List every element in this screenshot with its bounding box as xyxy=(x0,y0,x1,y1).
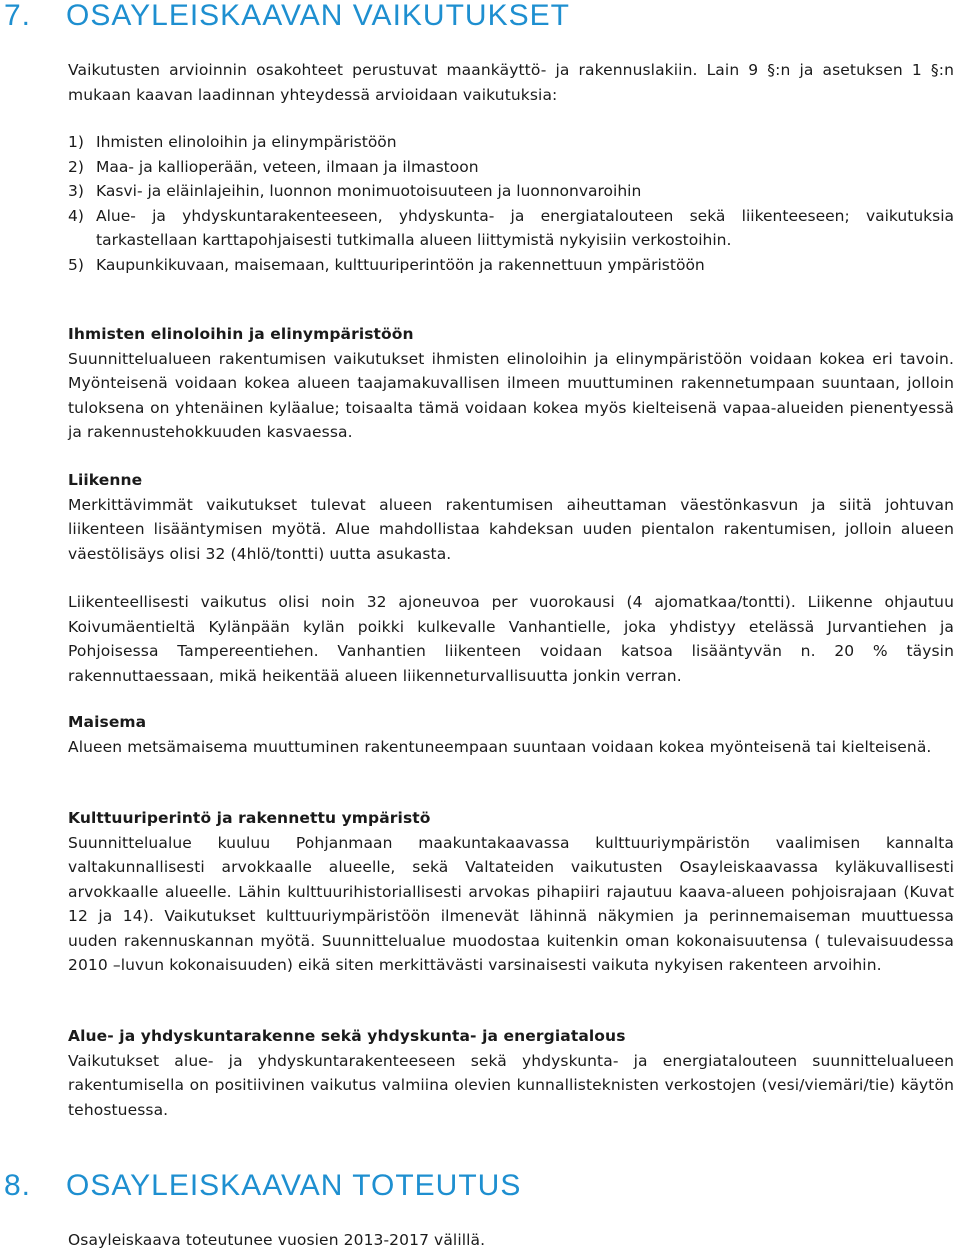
liikenne-section xyxy=(68,468,954,566)
list-item-number: 3) xyxy=(68,182,84,200)
list-item xyxy=(68,253,954,278)
list-item-text: Ihmisten elinoloihin ja elinympäristöön xyxy=(96,133,397,151)
list-item-number: 1) xyxy=(68,133,84,151)
maisema-heading: Maisema xyxy=(68,713,147,731)
liikenne-heading: Liikenne xyxy=(68,471,143,489)
kulttuuri-heading: Kulttuuriperintö ja rakennettu ympäristö xyxy=(68,809,431,827)
section-7-title: OSAYLEISKAAVAN VAIKUTUKSET xyxy=(66,0,570,32)
maisema-text: Alueen metsämaisema muuttuminen rakentuneempaan suuntaan voidaan kokea myönteisenä tai kielteisenä. xyxy=(68,737,932,756)
section-7-number: 7. xyxy=(4,0,32,32)
section-8-heading xyxy=(4,1170,521,1202)
alue-text: Vaikutukset alue- ja yhdyskuntarakenteeseen sekä yhdyskunta- ja energiatalouteen suunnittelualueen rakentumisella on positiivinen vaikutus valmiina olevien kunnallisteknisten verkostojen (vesi/viemäri/tie) käytön tehostuessa. xyxy=(68,1051,954,1119)
list-item-text: Kasvi- ja eläinlajeihin, luonnon monimuotoisuuteen ja luonnonvaroihin xyxy=(96,182,642,200)
section-7-heading xyxy=(4,0,570,32)
section-7-intro: Vaikutusten arvioinnin osakohteet perustuvat maankäyttö- ja rakennuslakiin. Lain 9 §:n ja asetuksen 1 §:n mukaan kaavan laadinnan yhteydessä arvioidaan vaikutuksia: xyxy=(68,61,954,104)
list-item xyxy=(68,204,954,253)
impact-list-block xyxy=(68,130,954,277)
alue-section xyxy=(68,1024,954,1122)
section-8-body xyxy=(68,1228,954,1253)
liikenne-section-2 xyxy=(68,590,954,688)
list-item xyxy=(68,155,954,180)
list-item-text: Maa- ja kallioperään, veteen, ilmaan ja ilmastoon xyxy=(96,157,479,176)
list-item xyxy=(68,130,954,155)
list-item-number: 5) xyxy=(68,255,84,274)
liikenne-paragraph-1: Merkittävimmät vaikutukset tulevat alueen rakentumisen aiheuttaman väestönkasvun ja siitä johtuvan liikenteen lisääntymisen myötä. Alue mahdollistaa kahdeksan uuden pientalon rakentumisen, jolloin alueen väestölisäys olisi 32 (4hlö/tontti) uutta asukasta. xyxy=(68,495,954,563)
section-7-intro-block xyxy=(68,58,954,107)
maisema-section xyxy=(68,710,954,759)
section-8-text: Osayleiskaava toteutunee vuosien 2013-2017 välillä. xyxy=(68,1231,486,1249)
ihmiset-heading: Ihmisten elinoloihin ja elinympäristöön xyxy=(68,325,414,343)
alue-heading: Alue- ja yhdyskuntarakenne sekä yhdyskunta- ja energiatalous xyxy=(68,1027,626,1045)
list-item-text: Alue- ja yhdyskuntarakenteeseen, yhdyskunta- ja energiatalouteen sekä liikenteeseen; vaikutuksia tarkastellaan karttapohjaisesti tutkimalla alueen liittymistä nykyisiin verkostoihin. xyxy=(96,206,954,249)
list-item-number: 4) xyxy=(68,206,84,225)
list-item xyxy=(68,179,954,204)
kulttuuri-section xyxy=(68,806,954,978)
list-item-number: 2) xyxy=(68,157,84,176)
section-8-title: OSAYLEISKAAVAN TOTEUTUS xyxy=(66,1169,522,1202)
ihmiset-text: Suunnittelualueen rakentumisen vaikutukset ihmisten elinoloihin ja elinympäristöön voidaan kokea eri tavoin. Myönteisenä voidaan kokea alueen taajamakuvallisen ilmeen muuttuminen rakennetumpaan suuntaan, jolloin tuloksena on yhtenäinen kyläalue; toisaalta tämä voidaan kokea myös kielteisenä vapaa-alueiden pienentyessä ja rakennustehokkuuden kasvaessa. xyxy=(68,349,954,441)
section-8-number: 8. xyxy=(4,1169,32,1202)
impact-list xyxy=(68,130,954,277)
liikenne-paragraph-2: Liikenteellisesti vaikutus olisi noin 32 ajoneuvoa per vuorokausi (4 ajomatkaa/tontti). Liikenne ohjautuu Koivumäentieltä Kylänpään kylän poikki kulkevalle Vanhantielle, joka yhdistyy etelässä Jurvantiehen ja Pohjoisessa Tampereentiehen. Vanhantien liikenteen voidaan katsoa lisääntyvän n. 20 % täysin rakennuttaessaan, mikä heikentää alueen liikenneturvallisuutta jonkin verran. xyxy=(68,593,954,685)
list-item-text: Kaupunkikuvaan, maisemaan, kulttuuriperintöön ja rakennettuun ympäristöön xyxy=(96,255,705,274)
ihmiset-section xyxy=(68,322,954,445)
kulttuuri-text: Suunnittelualue kuuluu Pohjanmaan maakuntakaavassa kulttuuriympäristön vaalimisen kannalta valtakunnallisesti arvokkaalle alueelle, sekä Valtateiden vaikutusten Osayleiskaavassa kyläkuvallisesti arvokkaalle alueelle. Lähin kulttuurihistoriallisesti arvokas pihapiiri rajautuu kaava-alueen pohjoisrajaan (Kuvat 12 ja 14). Vaikutukset kulttuuriympäristöön ilmenevät lähinnä näkymien ja perinnemaiseman muuttuessa uuden rakennuskannan myötä. Suunnittelualue muodostaa kuitenkin oman kokonaisuutensa ( tulevaisuudessa 2010 –luvun kokonaisuuden) eikä siten merkittävästi varsinaisesti vaikuta nykyisen rakenteen arvoihin. xyxy=(68,833,954,974)
